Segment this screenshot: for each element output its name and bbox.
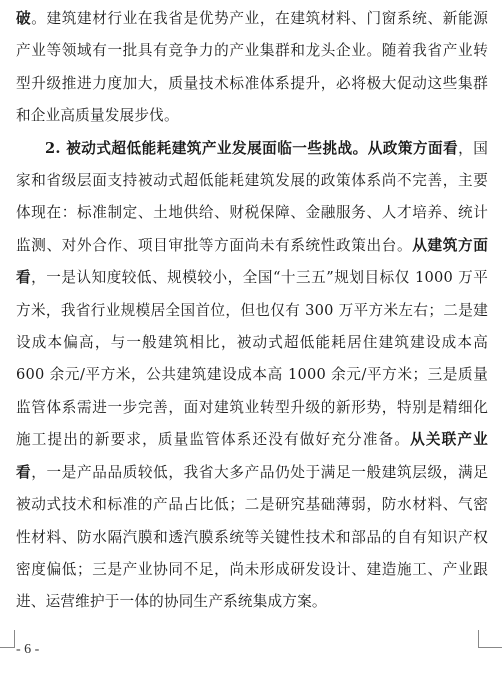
paragraph-1 bbox=[16, 3, 488, 133]
paragraph-1-text: 。建筑建材行业在我省是优势产业，在建筑材料、门窗系统、新能源产业等领域有一批具有竞争力的产业集群和龙头企业。随着我省产业转型升级推进力度加大，质量技术标准体系提升，必将极大促动这些集群和企业高质量发展步伐。 bbox=[16, 10, 488, 125]
industry-aspect-label: 从关联产业看 bbox=[16, 431, 488, 481]
document-body bbox=[16, 3, 488, 619]
industry-aspect-text: ，一是产品品质较低，我省大多产品仍处于满足一般建筑层级，满足被动式技术和标准的产品占比低；二是研究基础薄弱，防水材料、气密性材料、防水隔汽膜和透汽膜系统等关键性技术和部品的自有知识产权密度偏低；三是产业协同不足，尚未形成研发设计、建造施工、产业跟进、运营维护于一体的协同生产系统集成方案。 bbox=[16, 463, 488, 611]
crop-mark-left-vertical bbox=[14, 630, 15, 648]
paragraph-1-lead: 破 bbox=[16, 10, 32, 27]
section-heading: 2. 被动式超低能耗建筑产业发展面临一些挑战。 bbox=[45, 139, 368, 157]
crop-mark-right-vertical bbox=[478, 630, 479, 648]
crop-mark-right-horizontal bbox=[478, 647, 502, 648]
page-number: - 6 - bbox=[16, 642, 40, 657]
crop-mark-left-horizontal bbox=[0, 647, 15, 648]
paragraph-2 bbox=[16, 133, 488, 619]
policy-aspect-text: ，国家和省级层面支持被动式超低能耗建筑发展的政策体系尚不完善，主要体现在：标准制定、土地供给、财税保障、金融服务、人才培养、统计监测、对外合作、项目审批等方面尚未有系统性政策出台。 bbox=[16, 139, 489, 254]
policy-aspect-label: 从政策方面看 bbox=[367, 139, 459, 157]
building-aspect-text: ，一是认知度较低、规模较小，全国“十三五”规划目标仅 1000 万平方米，我省行业规模居全国首位，但也仅有 300 万平方米左右；二是建设成本偏高，与一般建筑相比，被动式超低能耗居住建筑建设成本高 600 余元/平方米，公共建筑建设成本高 1000 余元/平方米；三是质量监管体系需进一步完善，面对建筑业转型升级的新形势，特别是精细化施工提出的新要求，质量监管体系还没有做好充分准备。 bbox=[16, 269, 488, 449]
building-aspect-label: 从建筑方面看 bbox=[16, 236, 488, 287]
